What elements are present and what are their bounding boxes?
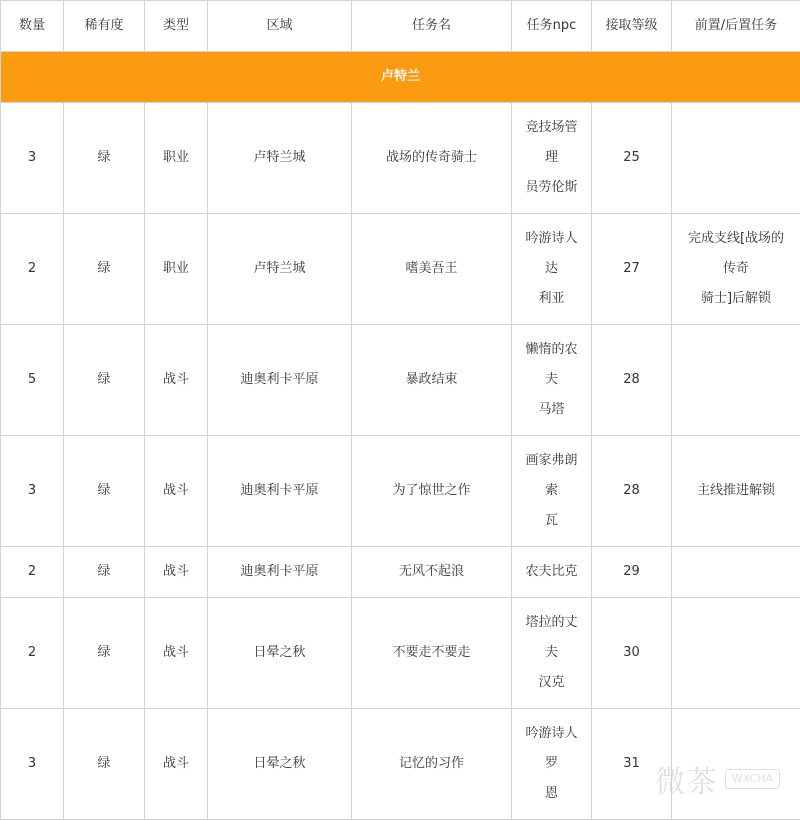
table-row <box>1 103 800 214</box>
cell-level: 28 <box>592 436 672 547</box>
cell-area: 迪奥利卡平原 <box>208 547 352 598</box>
cell-prereq <box>672 598 800 709</box>
cell-rarity: 绿 <box>64 103 145 214</box>
cell-area: 迪奥利卡平原 <box>208 436 352 547</box>
npc-line: 竞技场管 <box>525 120 578 135</box>
cell-area: 日晕之秋 <box>208 598 352 709</box>
cell-type: 战斗 <box>145 709 208 820</box>
cell-type: 战斗 <box>145 436 208 547</box>
table-row <box>1 598 800 709</box>
cell-npc <box>512 709 592 820</box>
npc-line: 吟游诗人 <box>525 231 578 246</box>
cell-prereq <box>672 709 800 820</box>
table-row <box>1 325 800 436</box>
npc-line: 达 <box>544 261 558 276</box>
header-level: 接取等级 <box>592 1 672 52</box>
cell-area: 迪奥利卡平原 <box>208 325 352 436</box>
npc-line: 吟游诗人 <box>525 726 578 741</box>
cell-quest: 为了惊世之作 <box>352 436 512 547</box>
cell-npc <box>512 547 592 598</box>
table-row <box>1 214 800 325</box>
cell-rarity: 绿 <box>64 598 145 709</box>
cell-level: 30 <box>592 598 672 709</box>
watermark-text: 微茶 <box>654 765 719 800</box>
npc-line: 夫 <box>544 372 558 387</box>
cell-quest: 战场的传奇骑士 <box>352 103 512 214</box>
npc-line: 罗 <box>544 756 558 771</box>
cell-area: 卢特兰城 <box>208 214 352 325</box>
cell-count: 2 <box>1 214 64 325</box>
cell-level: 27 <box>592 214 672 325</box>
npc-line: 恩 <box>544 786 558 801</box>
cell-count: 2 <box>1 547 64 598</box>
header-npc: 任务npc <box>512 1 592 52</box>
cell-rarity: 绿 <box>64 436 145 547</box>
header-row <box>1 1 800 52</box>
npc-line: 夫 <box>544 645 558 660</box>
cell-count: 3 <box>1 709 64 820</box>
cell-level: 25 <box>592 103 672 214</box>
npc-line: 理 <box>544 150 558 165</box>
npc-line: 马塔 <box>538 402 565 417</box>
cell-prereq <box>672 103 800 214</box>
cell-rarity: 绿 <box>64 325 145 436</box>
table-row <box>1 709 800 820</box>
cell-area: 日晕之秋 <box>208 709 352 820</box>
cell-type: 战斗 <box>145 547 208 598</box>
region-label: 卢特兰 <box>1 52 800 103</box>
npc-line: 利亚 <box>538 291 565 306</box>
cell-quest: 记忆的习作 <box>352 709 512 820</box>
cell-level: 29 <box>592 547 672 598</box>
cell-type: 战斗 <box>145 598 208 709</box>
header-area: 区域 <box>208 1 352 52</box>
npc-line: 塔拉的丈 <box>525 615 578 630</box>
header-count: 数量 <box>1 1 64 52</box>
cell-rarity: 绿 <box>64 214 145 325</box>
header-quest: 任务名 <box>352 1 512 52</box>
npc-line: 农夫比克 <box>525 564 578 579</box>
cell-level: 31 <box>592 709 672 820</box>
prereq-line: 主线推进解锁 <box>696 483 775 498</box>
npc-line: 员劳伦斯 <box>525 180 578 195</box>
cell-npc <box>512 325 592 436</box>
prereq-line: 骑士]后解锁 <box>700 291 772 306</box>
cell-area: 卢特兰城 <box>208 103 352 214</box>
npc-line: 懒惰的农 <box>525 342 578 357</box>
watermark-badge: WXCHA <box>725 769 780 789</box>
cell-quest: 不要走不要走 <box>352 598 512 709</box>
header-type: 类型 <box>145 1 208 52</box>
cell-prereq <box>672 214 800 325</box>
npc-line: 画家弗朗 <box>525 453 578 468</box>
header-prereq: 前置/后置任务 <box>672 1 800 52</box>
cell-count: 2 <box>1 598 64 709</box>
cell-quest: 暴政结束 <box>352 325 512 436</box>
header-rarity: 稀有度 <box>64 1 145 52</box>
npc-line: 汉克 <box>538 675 565 690</box>
npc-line: 瓦 <box>544 513 558 528</box>
cell-rarity: 绿 <box>64 547 145 598</box>
cell-prereq <box>672 547 800 598</box>
cell-count: 5 <box>1 325 64 436</box>
cell-quest: 嗜美吾王 <box>352 214 512 325</box>
cell-type: 战斗 <box>145 325 208 436</box>
cell-type: 职业 <box>145 103 208 214</box>
table-row <box>1 436 800 547</box>
prereq-line: 完成支线[战场的 <box>687 231 785 246</box>
cell-count: 3 <box>1 436 64 547</box>
cell-npc <box>512 598 592 709</box>
region-row <box>1 52 800 103</box>
cell-npc <box>512 436 592 547</box>
cell-prereq <box>672 325 800 436</box>
cell-quest: 无风不起浪 <box>352 547 512 598</box>
prereq-line: 传奇 <box>722 261 749 276</box>
cell-level: 28 <box>592 325 672 436</box>
table-row <box>1 547 800 598</box>
cell-npc <box>512 103 592 214</box>
cell-prereq <box>672 436 800 547</box>
cell-npc <box>512 214 592 325</box>
cell-type: 职业 <box>145 214 208 325</box>
cell-count: 3 <box>1 103 64 214</box>
npc-line: 索 <box>544 483 558 498</box>
cell-rarity: 绿 <box>64 709 145 820</box>
